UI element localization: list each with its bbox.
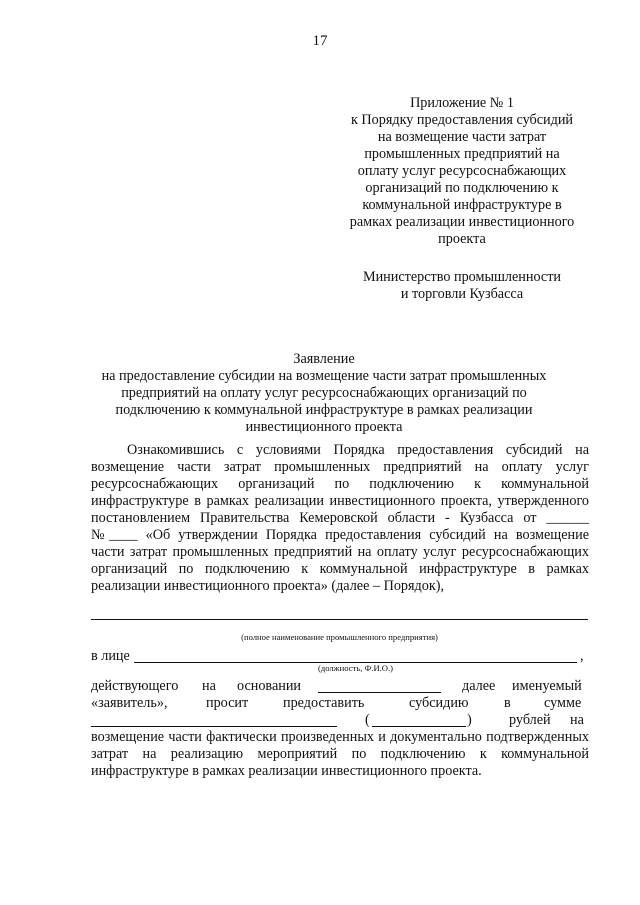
enterprise-name-field[interactable]: [91, 619, 588, 620]
document-title: [96, 351, 552, 436]
page-number: 17: [312, 33, 328, 49]
intro-text: Ознакомившись с условиями Порядка предоставления субсидий на возмещение части затрат промышленных предприятий на оплату услуг ресурсоснабжающих организаций по подключению к коммунальной инфраструктуре в рамках реализации инвестиционного проекта, утвержденного постановлением Правительства Кемеровской области - Кузбасса от ______ №____ «Об утверждении Порядка предоставления субсидий на возмещение части затрат промышленных предприятий на оплату услуг ресурсоснабжающих организаций по подключению к коммунальной инфраструктуре в рамках реализации инвестиционного проекта» (далее – Порядок),: [91, 442, 589, 594]
closing-paragraph: возмещение части фактически произведенных и документально подтвержденных затрат на реализацию мероприятий по подключению к коммунальной инфраструктуре в рамках реализации инвестиционного проекта.: [91, 729, 589, 779]
amount-word: на: [570, 712, 584, 728]
amount-open-paren: (: [365, 712, 370, 728]
amount-word: рублей: [509, 712, 551, 728]
appendix-line: Приложение № 1: [410, 95, 514, 111]
title-line: подключению к коммунальной инфраструктуре в рамках реализации: [115, 402, 533, 418]
addressee-line: и торговли Кузбасса: [400, 286, 524, 302]
acting-word: действующего: [91, 678, 179, 694]
in-person-comma: ,: [580, 648, 584, 664]
title-line: Заявление: [293, 351, 355, 367]
in-person-label: в лице: [91, 648, 130, 664]
acting-word: основании: [237, 678, 302, 694]
title-line: предприятий на оплату услуг ресурсоснабжающих организаций по: [121, 385, 527, 401]
amount-digits-field[interactable]: [372, 712, 466, 727]
acting-word: именуемый: [512, 678, 582, 694]
applicant-word: субсидию: [409, 695, 469, 711]
enterprise-name-caption: (полное наименование промышленного предприятия): [241, 632, 438, 642]
addressee-line: Министерство промышленности: [362, 269, 562, 285]
addressee: [322, 269, 602, 303]
applicant-word: в: [504, 695, 511, 711]
appendix-line: проекта: [438, 231, 486, 247]
applicant-word: предоставить: [283, 695, 365, 711]
intro-paragraph: [91, 442, 589, 595]
applicant-word: просит: [206, 695, 249, 711]
acting-word: на: [202, 678, 216, 694]
acting-word: далее: [462, 678, 496, 694]
title-line: инвестиционного проекта: [245, 419, 403, 435]
appendix-header: [322, 95, 602, 248]
appendix-line: промышленных предприятий на: [364, 146, 560, 162]
amount-words-field[interactable]: [91, 712, 337, 727]
appendix-line: организаций по подключению к: [365, 180, 559, 196]
amount-close-paren: ): [467, 712, 472, 728]
appendix-line: на возмещение части затрат: [377, 129, 547, 145]
appendix-line: к Порядку предоставления субсидий: [350, 112, 574, 128]
applicant-word: «заявитель»,: [91, 695, 168, 711]
position-name-field[interactable]: [134, 648, 577, 663]
applicant-word: сумме: [544, 695, 582, 711]
appendix-line: оплату услуг ресурсоснабжающих: [357, 163, 567, 179]
title-line: на предоставление субсидии на возмещение части затрат промышленных: [101, 368, 547, 384]
appendix-line: рамках реализации инвестиционного: [349, 214, 575, 230]
basis-field[interactable]: [318, 678, 441, 693]
position-caption: (должность, Ф.И.О.): [317, 663, 394, 673]
appendix-line: коммунальной инфраструктуре в: [362, 197, 562, 213]
